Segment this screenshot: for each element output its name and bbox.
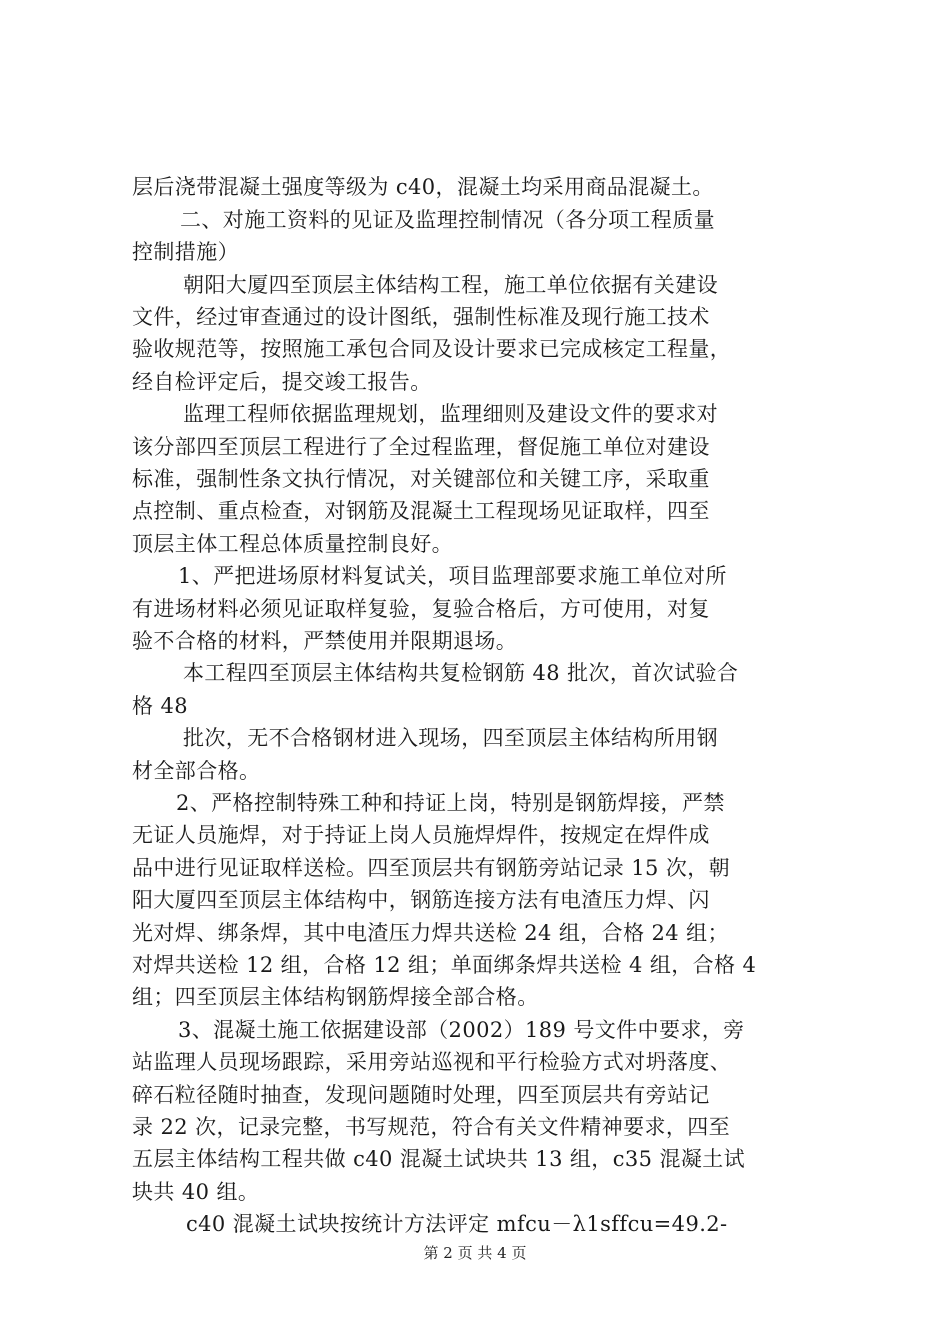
text-line: 监理工程师依据监理规划，监理细则及建设文件的要求对 [183, 402, 718, 426]
text-line: 碎石粒径随时抽查，发现问题随时处理，四至顶层共有旁站记 [132, 1083, 710, 1107]
text-line: c40 混凝土试块按统计方法评定 mfcu－λ1sffcu=49.2- [186, 1212, 728, 1236]
section-heading: 二、对施工资料的见证及监理控制情况（各分项工程质量 [180, 208, 715, 232]
text-line: 块共 40 组。 [132, 1180, 260, 1204]
text-line: 五层主体结构工程共做 c40 混凝土试块共 13 组，c35 混凝土试 [132, 1147, 746, 1171]
text-line: 经自检评定后，提交竣工报告。 [132, 370, 432, 394]
text-line: 点控制、重点检查，对钢筋及混凝土工程现场见证取样，四至 [132, 499, 710, 523]
text-line: 验收规范等，按照施工承包合同及设计要求已完成核定工程量， [132, 337, 732, 361]
text-line: 对焊共送检 12 组，合格 12 组；单面绑条焊共送检 4 组，合格 4 [132, 953, 757, 977]
text-line: 光对焊、绑条焊，其中电渣压力焊共送检 24 组，合格 24 组； [132, 921, 729, 945]
text-line: 有进场材料必须见证取样复验，复验合格后，方可使用，对复 [132, 597, 710, 621]
text-line: 顶层主体工程总体质量控制良好。 [132, 532, 453, 556]
text-line: 本工程四至顶层主体结构共复检钢筋 48 批次，首次试验合 [183, 661, 739, 685]
text-line: 格 48 [132, 694, 188, 718]
text-line: 阳大厦四至顶层主体结构中，钢筋连接方法有电渣压力焊、闪 [132, 888, 710, 912]
text-line: 组；四至顶层主体结构钢筋焊接全部合格。 [132, 985, 539, 1009]
text-line: 批次，无不合格钢材进入现场，四至顶层主体结构所用钢 [183, 726, 718, 750]
text-line: 朝阳大厦四至顶层主体结构工程，施工单位依据有关建设 [183, 273, 718, 297]
text-line: 验不合格的材料，严禁使用并限期退场。 [132, 629, 518, 653]
text-line: 1、严把进场原材料复试关，项目监理部要求施工单位对所 [178, 564, 727, 588]
text-line: 标准，强制性条文执行情况，对关键部位和关键工序，采取重 [132, 467, 710, 491]
text-line: 文件，经过审查通过的设计图纸，强制性标准及现行施工技术 [132, 305, 710, 329]
text-line: 3、混凝土施工依据建设部（2002）189 号文件中要求，旁 [178, 1018, 745, 1042]
text-line: 层后浇带混凝土强度等级为 c40，混凝土均采用商品混凝土。 [132, 175, 714, 199]
text-line: 无证人员施焊，对于持证上岗人员施焊焊件，按规定在焊件成 [132, 823, 710, 847]
text-line: 2、严格控制特殊工种和持证上岗，特别是钢筋焊接，严禁 [176, 791, 725, 815]
text-line: 站监理人员现场跟踪，采用旁站巡视和平行检验方式对坍落度、 [132, 1050, 732, 1074]
text-line: 控制措施） [132, 240, 239, 264]
page-number-footer: 第 2 页 共 4 页 [423, 1244, 527, 1262]
text-line: 录 22 次，记录完整，书写规范，符合有关文件精神要求，四至 [132, 1115, 731, 1139]
text-line: 品中进行见证取样送检。四至顶层共有钢筋旁站记录 15 次，朝 [132, 856, 731, 880]
text-line: 该分部四至顶层工程进行了全过程监理，督促施工单位对建设 [132, 435, 710, 459]
text-line: 材全部合格。 [132, 759, 261, 783]
